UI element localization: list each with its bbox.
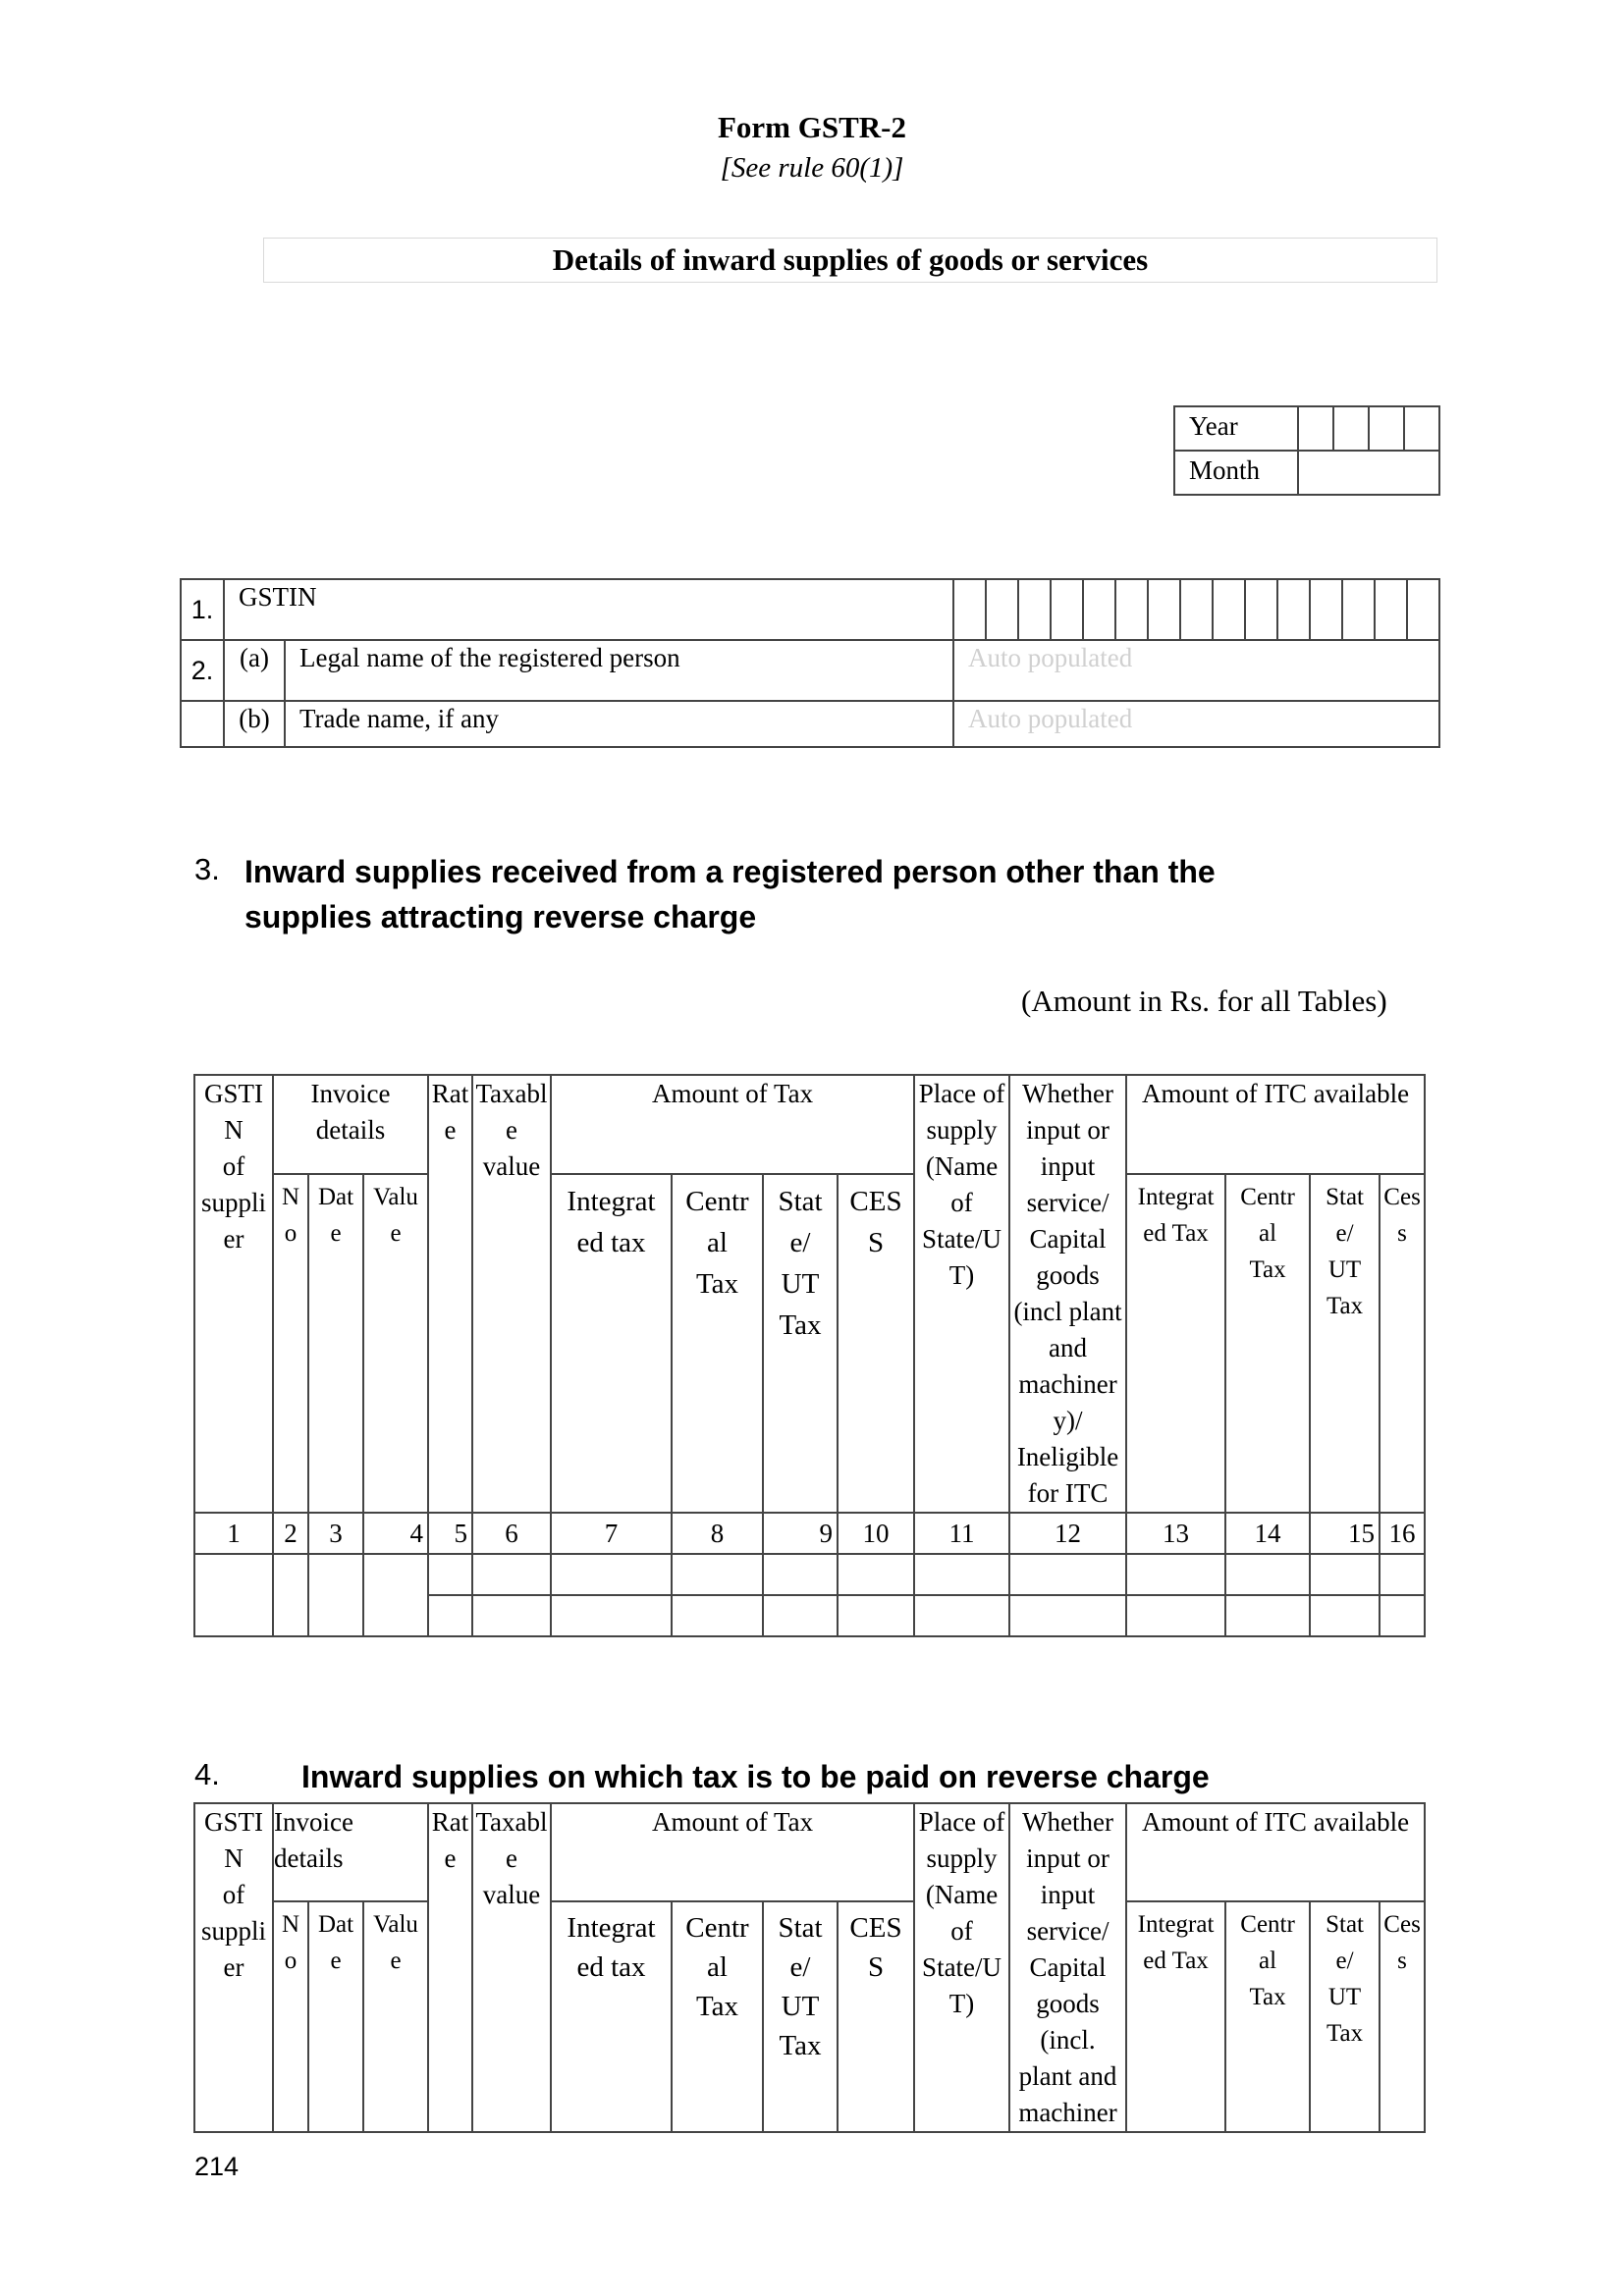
col-itc-cess-header: Ces s xyxy=(1380,1174,1425,1513)
entry-cell[interactable] xyxy=(672,1595,763,1636)
col-itc-central-header: Centr al Tax xyxy=(1225,1901,1310,2132)
col-number: 5 xyxy=(428,1513,472,1554)
gstin-box-15[interactable] xyxy=(1407,579,1439,640)
entry-cell[interactable] xyxy=(763,1554,838,1595)
entry-cell[interactable] xyxy=(428,1554,472,1595)
section-3-number: 3. xyxy=(194,852,220,886)
col-whether-header: Whether input or input service/ Capital goods (incl. plant and machiner xyxy=(1009,1803,1126,2132)
gstin-box-4[interactable] xyxy=(1051,579,1083,640)
section-4-heading: Inward supplies on which tax is to be paid on reverse charge xyxy=(301,1759,1210,1794)
gstin-box-13[interactable] xyxy=(1342,579,1375,640)
col-number: 2 xyxy=(273,1513,308,1554)
col-gstin-header: GSTI N of suppli er xyxy=(194,1075,273,1513)
gstin-box-14[interactable] xyxy=(1375,579,1407,640)
col-itc-header: Amount of ITC available xyxy=(1126,1803,1425,1901)
gstin-box-8[interactable] xyxy=(1180,579,1213,640)
col-number: 1 xyxy=(194,1513,273,1554)
col-gstin-header: GSTI N of suppli er xyxy=(194,1803,273,2132)
entry-cell[interactable] xyxy=(1009,1595,1126,1636)
row-1-number: 1. xyxy=(181,579,224,640)
section-4-number: 4. xyxy=(194,1757,220,1791)
col-itc-integrated-header: Integrat ed Tax xyxy=(1126,1901,1225,2132)
rule-reference: [See rule 60(1)] xyxy=(720,152,904,184)
col-invoice-header: Invoice details xyxy=(273,1075,428,1174)
entry-cell[interactable] xyxy=(672,1554,763,1595)
col-rate-header: Rat e xyxy=(428,1075,472,1513)
gstin-box-3[interactable] xyxy=(1018,579,1051,640)
entry-cell[interactable] xyxy=(914,1595,1009,1636)
section-4-table xyxy=(193,1802,1426,2133)
entry-cell[interactable] xyxy=(1009,1554,1126,1595)
section-3-heading-line1: Inward supplies received from a registered person other than the xyxy=(244,854,1216,889)
gstin-box-6[interactable] xyxy=(1115,579,1148,640)
gstin-box-1[interactable] xyxy=(953,579,986,640)
col-central-header: Centr al Tax xyxy=(672,1174,763,1513)
entry-cell[interactable] xyxy=(308,1554,363,1636)
legal-name-field[interactable]: Auto populated xyxy=(953,640,1439,701)
gstin-table xyxy=(180,578,1440,748)
col-number: 15 xyxy=(1310,1513,1380,1554)
col-no-header: N o xyxy=(273,1901,308,2132)
entry-cell[interactable] xyxy=(838,1554,914,1595)
month-field[interactable] xyxy=(1298,451,1439,495)
col-number: 4 xyxy=(363,1513,428,1554)
year-digit-1[interactable] xyxy=(1298,406,1333,451)
col-number: 16 xyxy=(1380,1513,1425,1554)
legal-name-label: Legal name of the registered person xyxy=(285,640,953,701)
section-3-table xyxy=(193,1074,1426,1637)
col-no-header: N o xyxy=(273,1174,308,1513)
form-banner: Details of inward supplies of goods or services xyxy=(263,238,1437,283)
col-number: 8 xyxy=(672,1513,763,1554)
col-whether-header: Whether input or input service/ Capital goods (incl plant and machiner y)/ Ineligible for ITC xyxy=(1009,1075,1126,1513)
col-amount-tax-header: Amount of Tax xyxy=(551,1075,914,1174)
section-3-heading-line2: supplies attracting reverse charge xyxy=(244,899,757,934)
form-title: Form GSTR-2 xyxy=(717,110,906,144)
col-rate-header: Rat e xyxy=(428,1803,472,2132)
col-number: 10 xyxy=(838,1513,914,1554)
col-itc-cess-header: Ces s xyxy=(1380,1901,1425,2132)
col-number: 7 xyxy=(551,1513,672,1554)
entry-cell[interactable] xyxy=(1126,1595,1225,1636)
col-amount-tax-header: Amount of Tax xyxy=(551,1803,914,1901)
col-value-header: Valu e xyxy=(363,1901,428,2132)
row-2-number: 2. xyxy=(181,640,224,701)
gstin-label: GSTIN xyxy=(224,579,953,640)
col-number: 13 xyxy=(1126,1513,1225,1554)
col-invoice-header: Invoice details xyxy=(273,1803,428,1901)
entry-cell[interactable] xyxy=(1225,1595,1310,1636)
entry-cell[interactable] xyxy=(363,1554,428,1636)
amount-note: (Amount in Rs. for all Tables) xyxy=(1021,984,1387,1018)
col-itc-state-header: Stat e/ UT Tax xyxy=(1310,1901,1380,2132)
col-taxable-header: Taxabl e value xyxy=(472,1075,551,1513)
trade-name-field[interactable]: Auto populated xyxy=(953,701,1439,747)
gstin-box-11[interactable] xyxy=(1277,579,1310,640)
entry-cell[interactable] xyxy=(472,1554,551,1595)
entry-cell[interactable] xyxy=(1310,1554,1380,1595)
month-label: Month xyxy=(1174,451,1298,495)
row-2-number-cont xyxy=(181,701,224,747)
col-date-header: Dat e xyxy=(308,1174,363,1513)
col-integrated-header: Integrat ed tax xyxy=(551,1901,672,2132)
year-digit-3[interactable] xyxy=(1369,406,1404,451)
col-itc-central-header: Centr al Tax xyxy=(1225,1174,1310,1513)
gstin-box-7[interactable] xyxy=(1148,579,1180,640)
entry-cell[interactable] xyxy=(194,1554,273,1636)
entry-cell[interactable] xyxy=(551,1595,672,1636)
item-a-label: (a) xyxy=(224,640,285,701)
col-cess-header: CES S xyxy=(838,1174,914,1513)
entry-cell[interactable] xyxy=(838,1595,914,1636)
entry-cell[interactable] xyxy=(551,1554,672,1595)
col-state-header: Stat e/ UT Tax xyxy=(763,1174,838,1513)
period-table xyxy=(1173,405,1440,496)
year-digit-2[interactable] xyxy=(1333,406,1369,451)
entry-cell[interactable] xyxy=(1225,1554,1310,1595)
page-number: 214 xyxy=(194,2152,240,2181)
col-number: 3 xyxy=(308,1513,363,1554)
col-state-header: Stat e/ UT Tax xyxy=(763,1901,838,2132)
col-number: 6 xyxy=(472,1513,551,1554)
entry-cell[interactable] xyxy=(914,1554,1009,1595)
entry-cell[interactable] xyxy=(1380,1554,1425,1595)
year-label: Year xyxy=(1174,406,1298,451)
col-taxable-header: Taxabl e value xyxy=(472,1803,551,2132)
col-number: 11 xyxy=(914,1513,1009,1554)
entry-cell[interactable] xyxy=(1310,1595,1380,1636)
col-number: 14 xyxy=(1225,1513,1310,1554)
gstin-box-9[interactable] xyxy=(1213,579,1245,640)
entry-cell[interactable] xyxy=(1126,1554,1225,1595)
col-integrated-header: Integrat ed tax xyxy=(551,1174,672,1513)
entry-cell[interactable] xyxy=(472,1595,551,1636)
gstin-box-2[interactable] xyxy=(986,579,1018,640)
col-date-header: Dat e xyxy=(308,1901,363,2132)
col-itc-header: Amount of ITC available xyxy=(1126,1075,1425,1174)
col-cess-header: CES S xyxy=(838,1901,914,2132)
col-itc-state-header: Stat e/ UT Tax xyxy=(1310,1174,1380,1513)
entry-cell[interactable] xyxy=(763,1595,838,1636)
item-b-label: (b) xyxy=(224,701,285,747)
year-digit-4[interactable] xyxy=(1404,406,1439,451)
entry-cell[interactable] xyxy=(1380,1595,1425,1636)
entry-cell[interactable] xyxy=(273,1554,308,1636)
col-place-header: Place of supply (Name of State/U T) xyxy=(914,1803,1009,2132)
col-number: 9 xyxy=(763,1513,838,1554)
col-place-header: Place of supply (Name of State/U T) xyxy=(914,1075,1009,1513)
entry-cell[interactable] xyxy=(428,1595,472,1636)
col-value-header: Valu e xyxy=(363,1174,428,1513)
gstin-box-10[interactable] xyxy=(1245,579,1277,640)
trade-name-label: Trade name, if any xyxy=(285,701,953,747)
col-itc-integrated-header: Integrat ed Tax xyxy=(1126,1174,1225,1513)
col-central-header: Centr al Tax xyxy=(672,1901,763,2132)
gstin-box-12[interactable] xyxy=(1310,579,1342,640)
gstin-box-5[interactable] xyxy=(1083,579,1115,640)
col-number: 12 xyxy=(1009,1513,1126,1554)
